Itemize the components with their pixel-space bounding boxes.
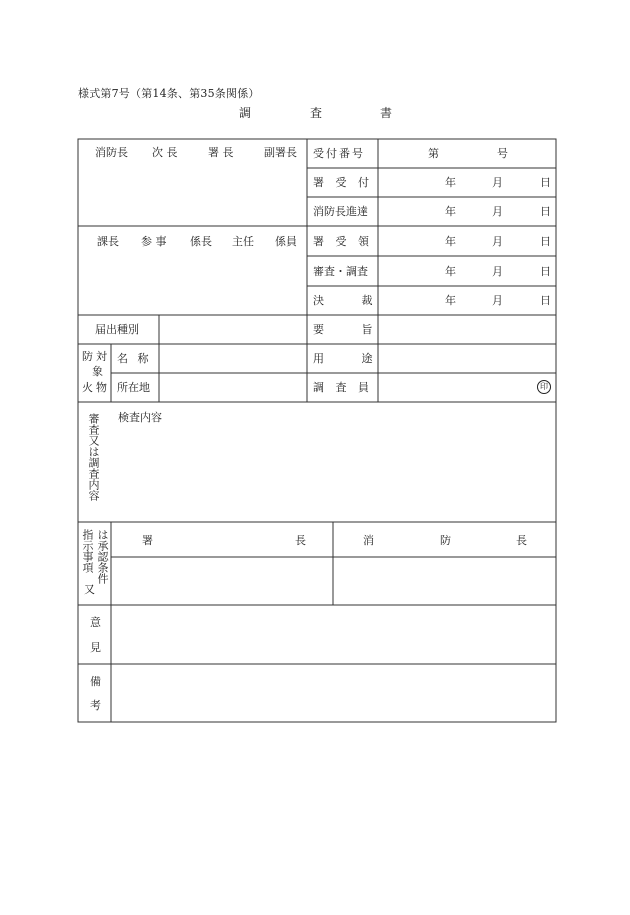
approval-jicho-label: 次 長 [152, 146, 178, 159]
approval-shobocho-label: 消防長 [95, 146, 128, 159]
kessai-month: 月 [492, 294, 503, 307]
shintatsu-month: 月 [492, 205, 503, 218]
seal-mark: 印 [537, 380, 551, 394]
approval-kakaricho-label: 係長 [190, 235, 212, 248]
approval-kacho-label: 課長 [97, 235, 119, 248]
approval-shocho-label: 署 長 [208, 146, 234, 159]
sho-uketsuke-day: 日 [540, 176, 551, 189]
instruction-side-a: 指示事項 [81, 529, 94, 573]
col-shocho-a: 署 [142, 534, 153, 547]
sho-uketsuke-label: 署 受 付 [313, 176, 373, 189]
form-caption: 様式第7号（第14条、第35条関係） [78, 87, 260, 100]
approval-sanji-label: 参 事 [141, 235, 167, 248]
sho-uketsuke-year: 年 [445, 176, 456, 189]
review-side-label: 審査又は調査内容 [87, 413, 100, 501]
title-char-3: 書 [380, 106, 393, 120]
shobocho-shintatsu-label: 消防長進達 [313, 205, 368, 218]
col-shocho-b: 長 [295, 534, 306, 547]
col-shobocho-b: 防 [440, 534, 451, 547]
juryo-month: 月 [492, 235, 503, 248]
iken-label-b: 見 [90, 641, 101, 654]
sho-juryo-label: 署 受 領 [313, 235, 373, 248]
iken-label-a: 意 [90, 616, 101, 629]
approval-shunin-label: 主任 [232, 235, 254, 248]
kessai-year: 年 [445, 294, 456, 307]
juryo-year: 年 [445, 235, 456, 248]
instruction-side-b: は承認条件 [96, 529, 109, 584]
approval-fukushocho-label: 副署長 [264, 146, 297, 159]
juryo-day: 日 [540, 235, 551, 248]
boka-label-2: 象 [92, 365, 103, 378]
boka-label-3: 火物 [82, 381, 110, 394]
shintatsu-day: 日 [540, 205, 551, 218]
todoke-shubetsu-label: 届出種別 [95, 323, 139, 336]
biko-label-b: 考 [90, 699, 101, 712]
shinsa-day: 日 [540, 265, 551, 278]
title-char-2: 査 [310, 106, 323, 120]
chosain-label: 調 査 員 [313, 381, 373, 394]
biko-label-a: 備 [90, 675, 101, 688]
meisho-label: 名 称 [117, 352, 149, 365]
kensa-naiyo-label: 検査内容 [118, 411, 162, 424]
kessai-label: 決 裁 [313, 294, 373, 307]
boka-label-1: 防対 [82, 350, 110, 363]
go-label: 号 [497, 147, 508, 160]
title-char-1: 調 [239, 106, 252, 120]
shinsa-year: 年 [445, 265, 456, 278]
instruction-side-c: 又 [84, 583, 95, 596]
shintatsu-year: 年 [445, 205, 456, 218]
yoto-label: 用 途 [313, 352, 373, 365]
uketsuke-bango-label: 受付番号 [313, 147, 365, 160]
shinsa-chosa-label: 審査・調査 [313, 265, 368, 278]
approval-kakariin-label: 係員 [275, 235, 297, 248]
kessai-day: 日 [540, 294, 551, 307]
col-shobocho-a: 消 [363, 534, 374, 547]
yoshi-label: 要 旨 [313, 323, 373, 336]
shozaichi-label: 所在地 [117, 381, 150, 394]
dai-label: 第 [428, 147, 439, 160]
col-shobocho-c: 長 [516, 534, 527, 547]
sho-uketsuke-month: 月 [492, 176, 503, 189]
shinsa-month: 月 [492, 265, 503, 278]
